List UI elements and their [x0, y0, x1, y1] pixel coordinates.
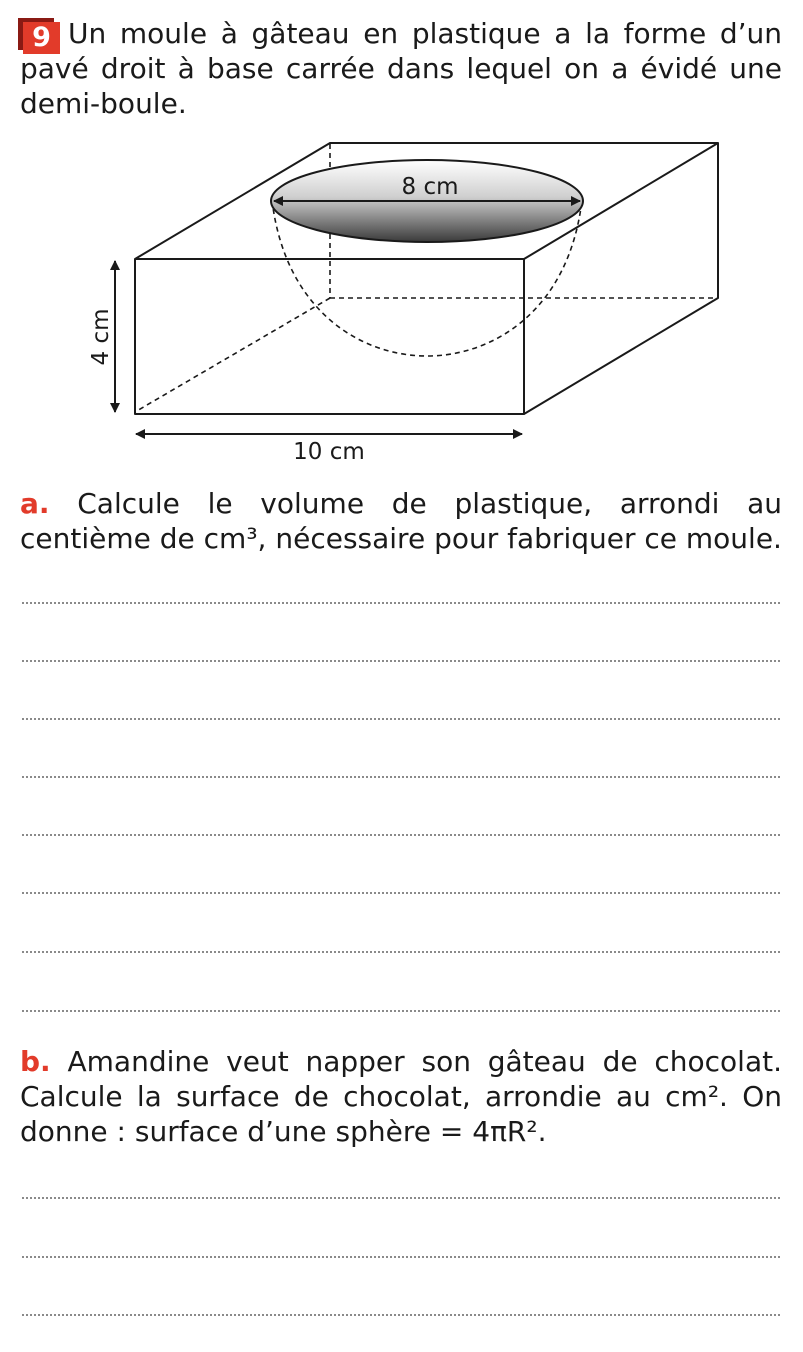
question-b-letter: b. — [20, 1045, 51, 1078]
question-a — [20, 486, 782, 556]
exercise-intro — [20, 16, 782, 121]
answer-line-a5[interactable] — [22, 834, 780, 836]
height-label: 4 cm — [88, 308, 114, 366]
answer-line-a4[interactable] — [22, 776, 780, 778]
question-b — [20, 1044, 782, 1149]
question-a-text: Calcule le volume de plastique, arrondi au centième de cm³, nécessaire pour fabriquer ce moule. — [20, 487, 782, 555]
box-with-hemisphere-figure — [0, 128, 803, 468]
answer-line-a8[interactable] — [22, 1010, 780, 1012]
answer-line-a6[interactable] — [22, 892, 780, 894]
answer-line-a2[interactable] — [22, 660, 780, 662]
answer-line-a7[interactable] — [22, 951, 780, 953]
answer-line-b2[interactable] — [22, 1256, 780, 1258]
intro-text: Un moule à gâteau en plastique a la forme d’un pavé droit à base carrée dans lequel on a évidé une demi-boule. — [20, 17, 782, 120]
answer-line-a1[interactable] — [22, 602, 780, 604]
question-a-letter: a. — [20, 487, 50, 520]
question-b-text: Amandine veut napper son gâteau de chocolat. Calcule la surface de chocolat, arrondie au cm². On donne : surface d’une sphère = 4πR². — [20, 1045, 783, 1148]
diameter-label: 8 cm — [401, 174, 459, 200]
answer-line-a3[interactable] — [22, 718, 780, 720]
width-label: 10 cm — [293, 439, 365, 465]
exercise-number: 9 — [23, 22, 60, 54]
answer-line-b1[interactable] — [22, 1197, 780, 1199]
answer-line-b3[interactable] — [22, 1314, 780, 1316]
